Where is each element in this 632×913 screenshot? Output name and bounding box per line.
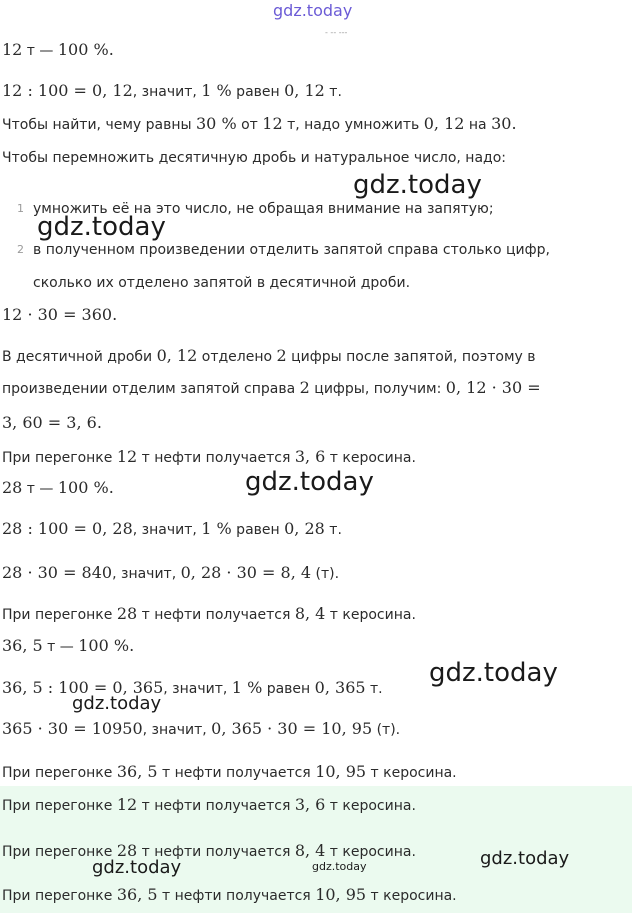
text-line: 36, 5 т — 100 %. [2,636,135,655]
list-number: 2 [17,243,24,256]
watermark: gdz.today [37,212,166,242]
text-line: При перегонке 36, 5 т нефти получается 10, 95 т керосина. [2,762,457,781]
text-line: произведении отделим запятой справа 2 цифры, получим: 0, 12 · 30 = [2,378,541,397]
watermark: gdz.today [92,857,182,878]
cropped-text-fragment: - -- --- [325,28,348,37]
watermark: gdz.today [245,467,374,497]
text-line: 36, 5 : 100 = 0, 365, значит, 1 % равен 0, 365 т. [2,678,383,697]
watermark: gdz.today [480,848,570,869]
answer-line: При перегонке 12 т нефти получается 3, 6 т керосина. [2,795,416,814]
answer-line: При перегонке 28 т нефти получается 8, 4 т керосина. [2,841,416,860]
list-number: 1 [17,202,24,215]
list-item: в полученном произведении отделить запятой справа столько цифр, [33,242,550,258]
text-line: 12 : 100 = 0, 12, значит, 1 % равен 0, 12 т. [2,81,342,100]
text-line: 28 т — 100 %. [2,478,114,497]
text-line: 3, 60 = 3, 6. [2,413,102,432]
watermark: gdz.today [72,693,162,714]
text-line: При перегонке 12 т нефти получается 3, 6 т керосина. [2,447,416,466]
text-line: Чтобы перемножить десятичную дробь и натуральное число, надо: [2,150,506,166]
text-line: Чтобы найти, чему равны 30 % от 12 т, надо умножить 0, 12 на 30. [2,114,517,133]
text-line: 12 т — 100 %. [2,40,114,59]
text-line: 28 : 100 = 0, 28, значит, 1 % равен 0, 28 т. [2,519,342,538]
list-item-continuation: сколько их отделено запятой в десятичной дроби. [33,275,411,291]
watermark: gdz.today [353,170,482,200]
watermark: gdz.today [312,860,367,873]
text-line: При перегонке 28 т нефти получается 8, 4 т керосина. [2,604,416,623]
text-line: 12 · 30 = 360. [2,305,118,324]
watermark: gdz.today [429,658,558,688]
text-line: В десятичной дроби 0, 12 отделено 2 цифры после запятой, поэтому в [2,346,536,365]
answer-line: При перегонке 36, 5 т нефти получается 10, 95 т керосина. [2,885,457,904]
list-item: умножить её на это число, не обращая внимание на запятую; [33,201,494,217]
watermark-top: gdz.today [273,1,353,20]
text-line: 365 · 30 = 10950, значит, 0, 365 · 30 = 10, 95 (т). [2,719,401,738]
text-line: 28 · 30 = 840, значит, 0, 28 · 30 = 8, 4 (т). [2,563,340,582]
